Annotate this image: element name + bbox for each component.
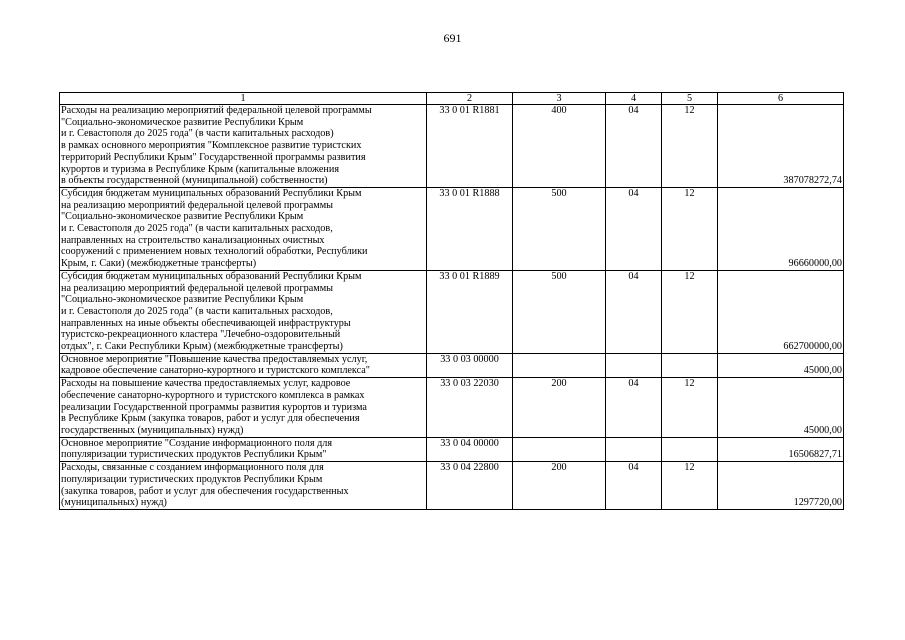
section-code: 04 (606, 270, 662, 353)
expense-type-code: 400 (513, 105, 606, 188)
subsection-code: 12 (662, 378, 718, 438)
column-number: 4 (606, 93, 662, 105)
column-number: 6 (718, 93, 844, 105)
target-article-code: 33 0 03 00000 (427, 353, 513, 377)
column-number: 2 (427, 93, 513, 105)
subsection-code (662, 437, 718, 461)
expense-name: Субсидия бюджетам муниципальных образований Республики Крым на реализацию мероприятий федеральной целевой программы "Социально-экономическое развитие Республики Крым и г. Севастополя до 2025 года" (в части капитальных расходов, направленных на строительство канализационных очистных сооружений с применением новых технологий обработки, Республики Крым, г. Саки) (межбюджетные трансферты) (60, 187, 427, 270)
subsection-code: 12 (662, 187, 718, 270)
expense-type-code: 500 (513, 270, 606, 353)
expense-type-code (513, 437, 606, 461)
expense-name: Расходы, связанные с созданием информационного поля для популяризации туристических продуктов Республики Крым (закупка товаров, работ и услуг для обеспечения государственных (муниципальных) нужд) (60, 462, 427, 510)
column-number-row (60, 93, 844, 105)
amount: 387078272,74 (718, 105, 844, 188)
subsection-code: 12 (662, 270, 718, 353)
amount: 45000,00 (718, 378, 844, 438)
amount: 16506827,71 (718, 437, 844, 461)
table-row (60, 437, 844, 461)
section-code (606, 353, 662, 377)
section-code: 04 (606, 105, 662, 188)
amount: 45000,00 (718, 353, 844, 377)
table-row (60, 378, 844, 438)
expense-type-code: 500 (513, 187, 606, 270)
table-row (60, 187, 844, 270)
target-article-code: 33 0 04 00000 (427, 437, 513, 461)
column-number: 5 (662, 93, 718, 105)
page-number: 691 (443, 31, 462, 45)
expense-name: Основное мероприятие "Создание информационного поля для популяризации туристических продуктов Республики Крым" (60, 437, 427, 461)
amount: 662700000,00 (718, 270, 844, 353)
expense-type-code: 200 (513, 462, 606, 510)
target-article-code: 33 0 01 R1888 (427, 187, 513, 270)
target-article-code: 33 0 01 R1881 (427, 105, 513, 188)
section-code: 04 (606, 187, 662, 270)
expense-name: Основное мероприятие "Повышение качества предоставляемых услуг, кадровое обеспечение санаторно-курортного и туристского комплекса" (60, 353, 427, 377)
table-row (60, 462, 844, 510)
section-code: 04 (606, 462, 662, 510)
budget-table-body (60, 93, 844, 510)
expense-name: Субсидия бюджетам муниципальных образований Республики Крым на реализацию мероприятий федеральной целевой программы "Социально-экономическое развитие Республики Крым и г. Севастополя до 2025 года" (в части капитальных расходов, направленных на иные объекты обеспечивающей инфраструктуры туристско-рекреационного кластера "Лечебно-оздоровительный отдых", г. Саки Республики Крым) (межбюджетные трансферты) (60, 270, 427, 353)
section-code (606, 437, 662, 461)
amount: 96660000,00 (718, 187, 844, 270)
expense-name: Расходы на реализацию мероприятий федеральной целевой программы "Социально-экономическое развитие Республики Крым и г. Севастополя до 2025 года" (в части капитальных расходов) в рамках основного мероприятия "Комплексное развитие туристских территорий Республики Крым" Государственной программы развития курортов и туризма в Республике Крым (капитальные вложения в объекты государственной (муниципальной) собственности) (60, 105, 427, 188)
table-row (60, 270, 844, 353)
target-article-code: 33 0 04 22800 (427, 462, 513, 510)
amount: 1297720,00 (718, 462, 844, 510)
table-row (60, 353, 844, 377)
column-number: 1 (60, 93, 427, 105)
section-code: 04 (606, 378, 662, 438)
table-row (60, 105, 844, 188)
expense-name: Расходы на повышение качества предоставляемых услуг, кадровое обеспечение санаторно-курортного и туристского комплекса в рамках реализации Государственной программы развития курортов и туризма в Республике Крым (закупка товаров, работ и услуг для обеспечения государственных (муниципальных) нужд) (60, 378, 427, 438)
expense-type-code (513, 353, 606, 377)
budget-table (59, 92, 844, 510)
subsection-code: 12 (662, 462, 718, 510)
subsection-code (662, 353, 718, 377)
column-number: 3 (513, 93, 606, 105)
expense-type-code: 200 (513, 378, 606, 438)
target-article-code: 33 0 01 R1889 (427, 270, 513, 353)
target-article-code: 33 0 03 22030 (427, 378, 513, 438)
subsection-code: 12 (662, 105, 718, 188)
